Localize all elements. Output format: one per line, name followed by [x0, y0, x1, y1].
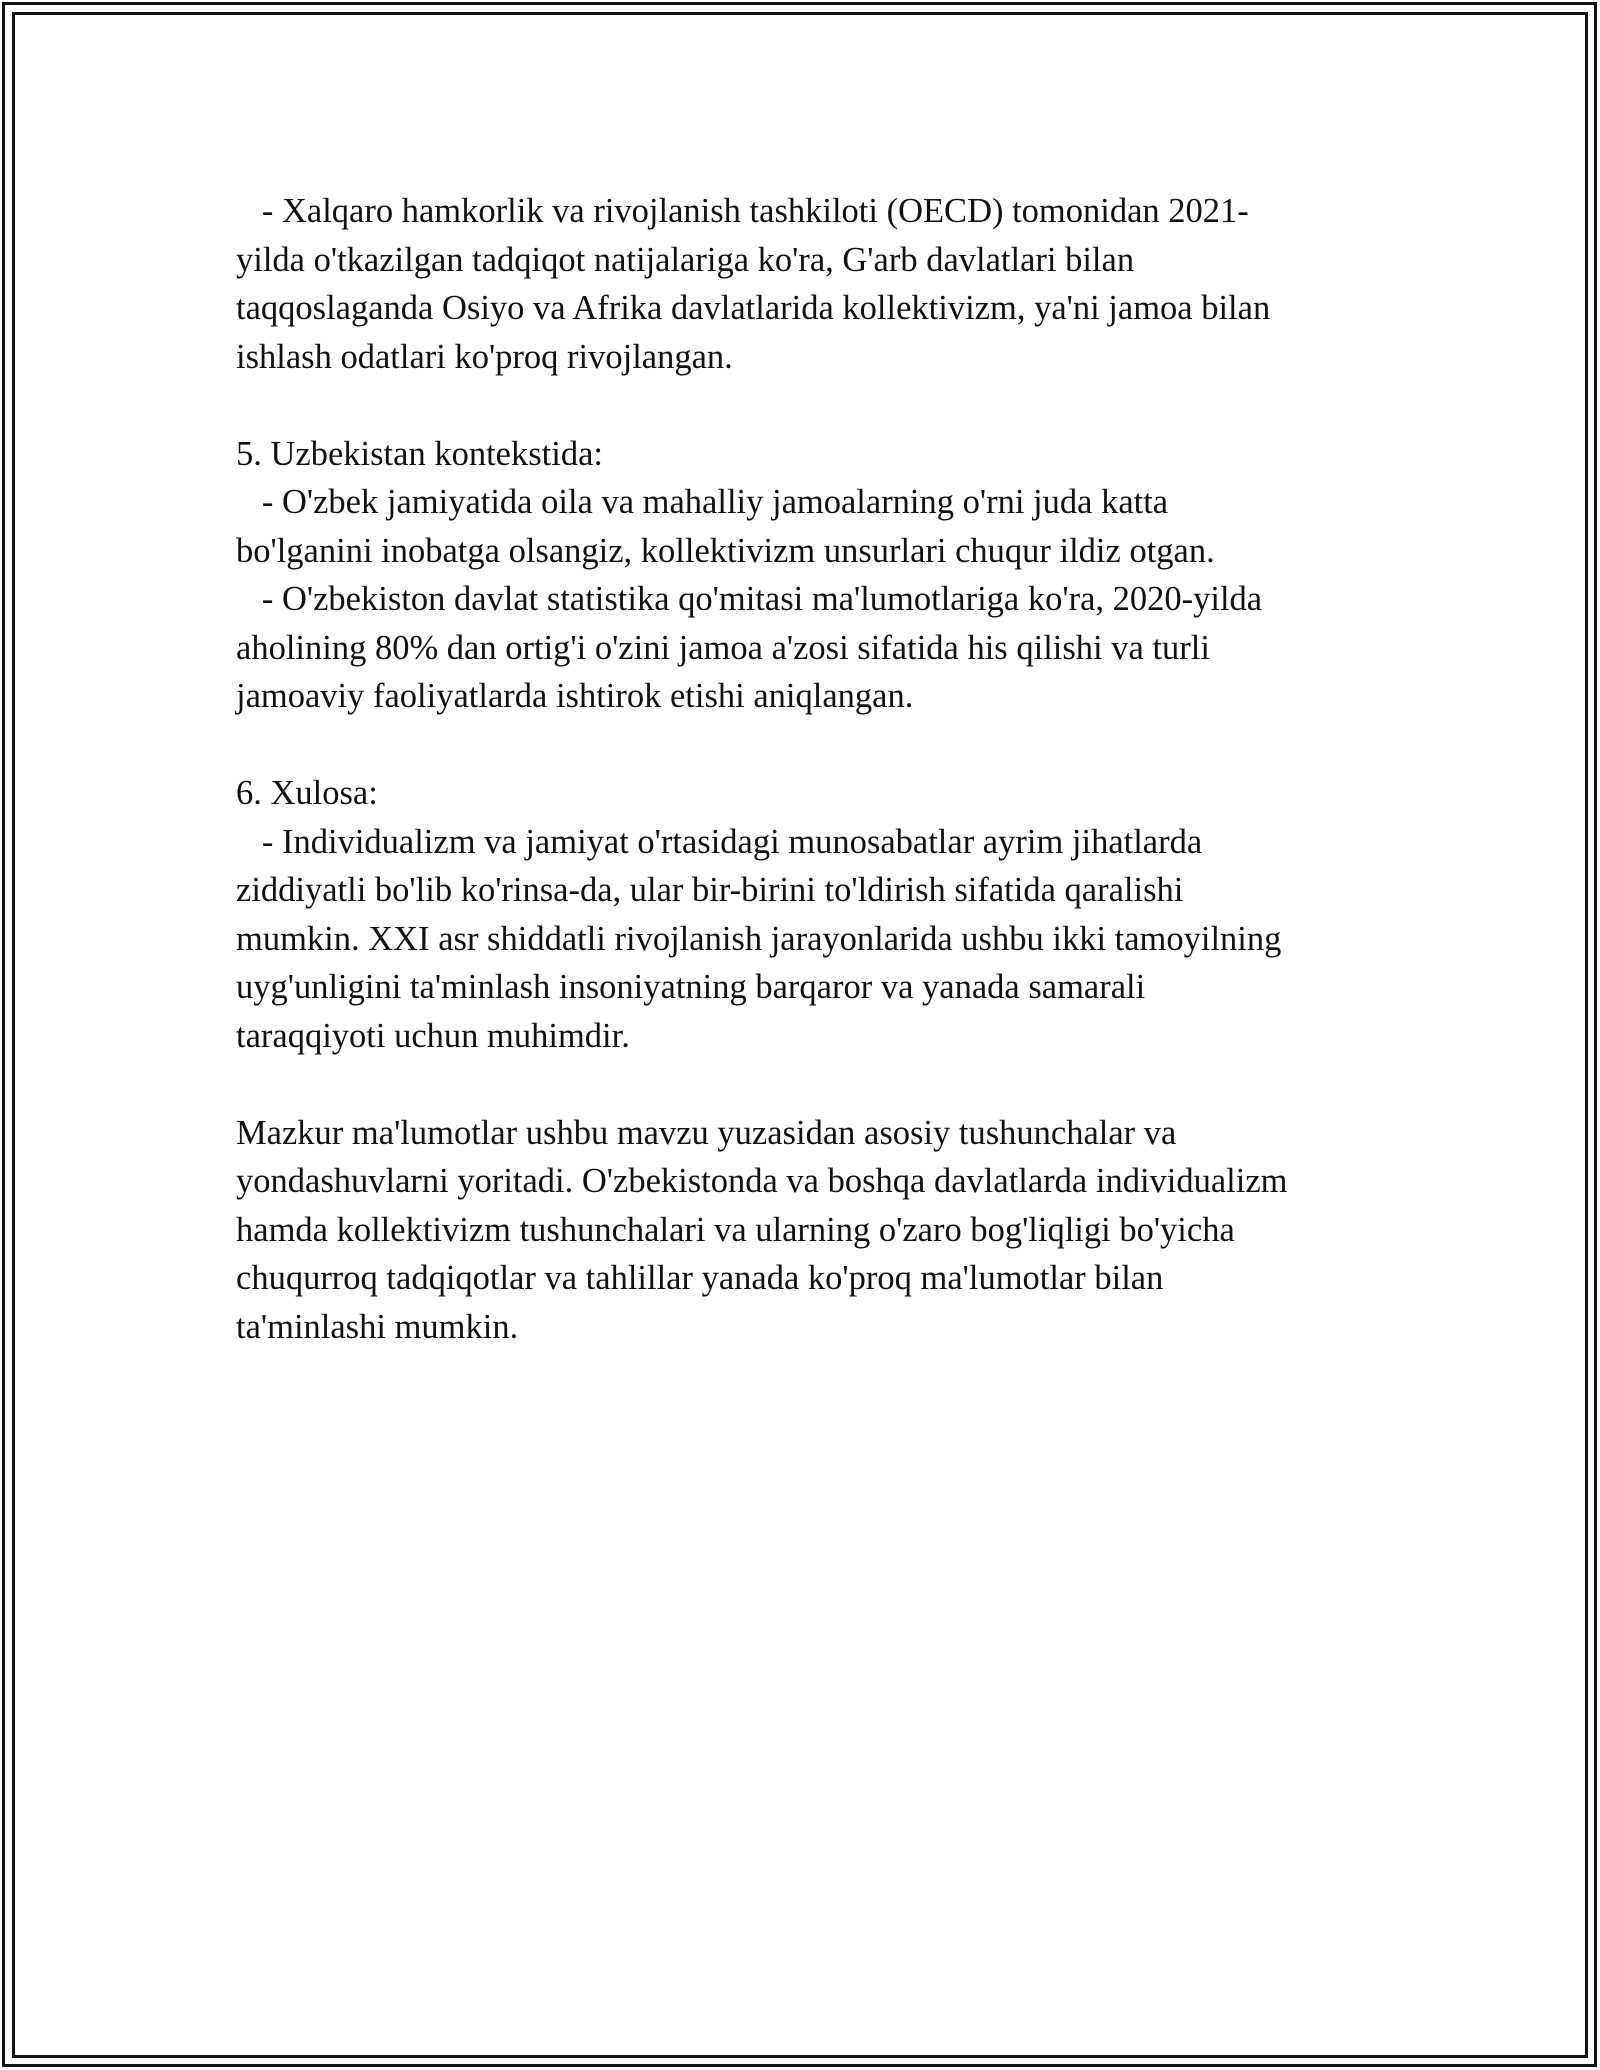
- text-line: Mazkur ma'lumotlar ushbu mavzu yuzasidan asosiy tushunchalar va: [236, 1113, 1177, 1152]
- text-line: - Individualizm va jamiyat o'rtasidagi munosabatlar ayrim jihatlarda: [236, 822, 1203, 861]
- text-line: ta'minlashi mumkin.: [236, 1307, 519, 1346]
- paragraph-spacer: [236, 1060, 1376, 1109]
- text-line: chuqurroq tadqiqotlar va tahlillar yanada ko'proq ma'lumotlar bilan: [236, 1259, 1164, 1297]
- text-line: aholining 80% dan ortig'i o'zini jamoa a'zosi sifatida his qilishi va turli: [236, 628, 1210, 667]
- text-line: bo'lganini inobatga olsangiz, kollektivizm unsurlari chuqur ildiz otgan.: [236, 531, 1215, 570]
- text-line: - O'zbek jamiyatida oila va mahalliy jamoalarning o'rni juda katta: [236, 483, 1169, 521]
- section-conclusion: [236, 769, 1376, 1060]
- text-line: jamoaviy faoliyatlarda ishtirok etishi aniqlangan.: [236, 677, 914, 715]
- document-body: [236, 187, 1376, 1351]
- text-line: ziddiyatli bo'lib ko'rinsa-da, ular bir-birini to'ldirish sifatida qaralishi: [236, 871, 1184, 909]
- text-line: - O'zbekiston davlat statistika qo'mitasi ma'lumotlariga ko'ra, 2020-yilda: [236, 580, 1263, 618]
- paragraph-spacer: [236, 721, 1376, 770]
- paragraph-closing: [236, 1109, 1376, 1352]
- text-line: hamda kollektivizm tushunchalari va ularning o'zaro bog'liqligi bo'yicha: [236, 1210, 1235, 1249]
- section-heading: 5. Uzbekistan kontekstida:: [236, 434, 603, 473]
- text-line: taraqqiyoti uchun muhimdir.: [236, 1016, 630, 1055]
- section-heading: 6. Xulosa:: [236, 774, 378, 812]
- paragraph-oecd: [236, 187, 1376, 381]
- text-line: - Xalqaro hamkorlik va rivojlanish tashkiloti (OECD) tomonidan 2021-: [236, 192, 1249, 230]
- section-uzbekistan-context: [236, 430, 1376, 721]
- text-line: ishlash odatlari ko'proq rivojlangan.: [236, 337, 733, 376]
- text-line: uyg'unligini ta'minlash insoniyatning barqaror va yanada samarali: [236, 968, 1146, 1006]
- text-line: yilda o'tkazilgan tadqiqot natijalariga ko'ra, G'arb davlatlari bilan: [236, 240, 1135, 279]
- text-line: yondashuvlarni yoritadi. O'zbekistonda va boshqa davlatlarda individualizm: [236, 1162, 1288, 1200]
- paragraph-spacer: [236, 381, 1376, 430]
- text-line: taqqoslaganda Osiyo va Afrika davlatlarida kollektivizm, ya'ni jamoa bilan: [236, 289, 1271, 327]
- text-line: mumkin. XXI asr shiddatli rivojlanish jarayonlarida ushbu ikki tamoyilning: [236, 919, 1282, 958]
